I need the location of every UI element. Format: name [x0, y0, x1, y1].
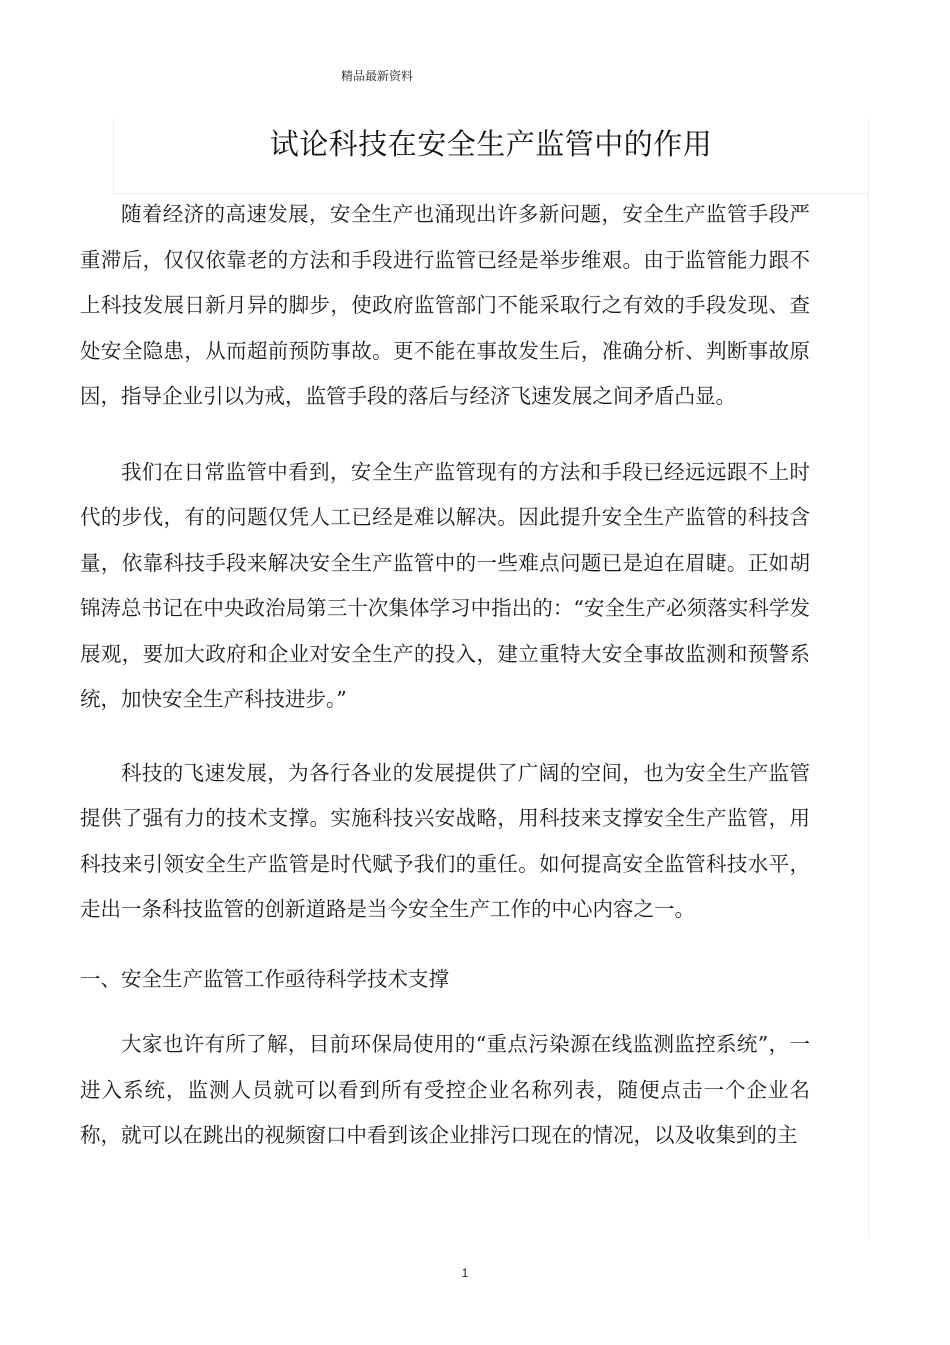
document-title: 试论科技在安全生产监管中的作用: [269, 127, 713, 161]
paragraph-2: 我们在日常监管中看到，安全生产监管现有的方法和手段已经远远跟不上时代的步伐，有的问题仅凭人工已经是难以解决。因此提升安全生产监管的科技含量，依靠科技手段来解决安全生产监管中的一些难点问题已是迫在眉睫。正如胡锦涛总书记在中央政治局第三十次集体学习中指出的：“安全生产必须落实科学发展观，要加大政府和企业对安全生产的投入，建立重特大安全事故监测和预警系统，加快安全生产科技进步。”: [80, 459, 810, 711]
page-number: 1: [461, 1266, 469, 1280]
title-frame: [113, 118, 869, 194]
section-heading: 一、安全生产监管工作亟待科学技术支撑: [80, 966, 449, 991]
paragraph-1: 随着经济的高速发展，安全生产也涌现出许多新问题，安全生产监管手段严重滞后，仅仅依靠老的方法和手段进行监管已经是举步维艰。由于监管能力跟不上科技发展日新月异的脚步，使政府监管部门不能采取行之有效的手段发现、查处安全隐患，从而超前预防事故。更不能在事故发生后，准确分析、判断事故原因，指导企业引以为戒，监管手段的落后与经济飞速发展之间矛盾凸显。: [80, 202, 810, 408]
section-paragraph: 大家也许有所了解，目前环保局使用的“重点污染源在线监测监控系统”，一进入系统，监测人员就可以看到所有受控企业名称列表，随便点击一个企业名称，就可以在跳出的视频窗口中看到该企业排污口现在的情况，以及收集到的主: [80, 1032, 810, 1147]
margin-rule: [868, 194, 869, 1239]
document-body: [80, 192, 810, 1159]
header-note: 精品最新资料: [341, 69, 414, 83]
paragraph-3: 科技的飞速发展，为各行各业的发展提供了广阔的空间，也为安全生产监管提供了强有力的技术支撑。实施科技兴安战略，用科技来支撑安全生产监管，用科技来引领安全生产监管是时代赋予我们的重任。如何提高安全监管科技水平，走出一条科技监管的创新道路是当今安全生产工作的中心内容之一。: [80, 760, 810, 921]
